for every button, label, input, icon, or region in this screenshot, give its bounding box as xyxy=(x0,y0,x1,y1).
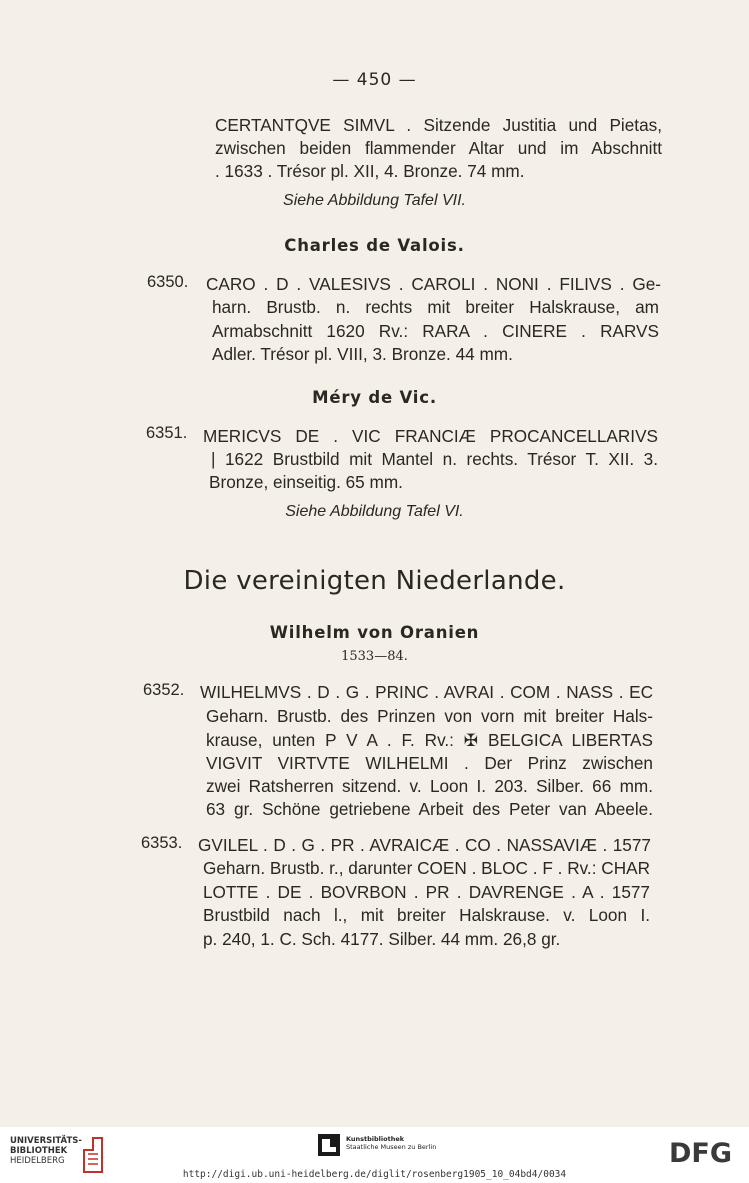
text-line: Geharn. Brustb. r., darunter COEN . BLOC . F . Rv.: CHAR xyxy=(203,858,650,878)
entry-number: 6352. xyxy=(143,681,185,699)
text-line: 63 gr. Schöne getriebene Arbeit des Peter van Abeele. xyxy=(206,799,653,819)
dfg-logo-text: DFG xyxy=(669,1139,733,1165)
section-heading: Charles de Valois. xyxy=(284,236,465,255)
text-line: VIGVIT VIRTVTE WILHELMI . Der Prinz zwischen xyxy=(206,753,653,773)
kb-logo-line: Kunstbibliothek xyxy=(346,1135,405,1143)
text-line: WILHELMVS . D . G . PRINC . AVRAI . COM . NASS . EC xyxy=(200,682,653,702)
ub-logo-line: UNIVERSITÄTS- xyxy=(10,1136,82,1146)
text-line: GVILEL . D . G . PR . AVRAICÆ . CO . NASSAVIÆ . 1577 xyxy=(198,835,651,855)
entry-number: 6351. xyxy=(146,424,188,442)
text-line: zwei Ratsherren sitzend. v. Loon I. 203. Silber. 66 mm. xyxy=(206,776,653,796)
text-line: harn. Brustb. n. rechts mit breiter Halskrause, am xyxy=(212,297,659,317)
kunstbibliothek-icon xyxy=(318,1134,340,1156)
text-line: p. 240, 1. C. Sch. 4177. Silber. 44 mm. 26,8 gr. xyxy=(203,929,561,949)
text-line: Bronze, einseitig. 65 mm. xyxy=(209,472,403,492)
permalink-url[interactable]: http://digi.ub.uni-heidelberg.de/diglit/rosenberg1905_10_04bd4/0034 xyxy=(182,1169,567,1180)
kunstbibliothek-logo[interactable] xyxy=(318,1134,437,1160)
ub-logo-line: HEIDELBERG xyxy=(10,1156,65,1166)
text-line: Geharn. Brustb. des Prinzen von vorn mit breiter Hals- xyxy=(206,706,653,726)
footer-bar xyxy=(0,1127,749,1183)
ub-logo-line: BIBLIOTHEK xyxy=(10,1146,68,1156)
plate-reference: Siehe Abbildung Tafel VI. xyxy=(285,503,464,520)
page-number: — 450 — xyxy=(332,70,417,90)
dfg-logo-icon xyxy=(669,1139,739,1165)
text-line: CARO . D . VALESIVS . CAROLI . NONI . FILIVS . Ge- xyxy=(206,274,661,294)
text-line: Brustbild nach l., mit breiter Halskrause. v. Loon I. xyxy=(203,905,650,925)
entry-number: 6350. xyxy=(147,273,189,291)
text-line: MERICVS DE . VIC FRANCIÆ PROCANCELLARIVS xyxy=(203,426,658,446)
chapter-title: Die vereinigten Niederlande. xyxy=(183,566,566,596)
section-heading: Méry de Vic. xyxy=(312,388,437,407)
entry-number: 6353. xyxy=(141,834,183,852)
text-line: LOTTE . DE . BOVRBON . PR . DAVRENGE . A . 1577 xyxy=(203,882,650,902)
text-line: | 1622 Brustbild mit Mantel n. rechts. Trésor T. XII. 3. xyxy=(211,449,658,469)
kb-logo-line: Staatliche Museen zu Berlin xyxy=(346,1143,437,1151)
text-line: CERTANTQVE SIMVL . Sitzende Justitia und Pietas, xyxy=(215,115,662,135)
text-line: zwischen beiden flammender Altar und im Abschnitt xyxy=(215,138,662,158)
text-line: Adler. Trésor pl. VIII, 3. Bronze. 44 mm. xyxy=(212,344,513,364)
section-heading: Wilhelm von Oranien xyxy=(269,623,480,642)
text-line: . 1633 . Trésor pl. XII, 4. Bronze. 74 mm. xyxy=(215,161,525,181)
dfg-logo[interactable] xyxy=(669,1139,739,1169)
plate-reference: Siehe Abbildung Tafel VII. xyxy=(283,192,466,209)
life-dates: 1533—84. xyxy=(341,649,408,664)
text-line: krause, unten P V A . F. Rv.: ✠ BELGICA LIBERTAS xyxy=(206,730,653,750)
text-line: Armabschnitt 1620 Rv.: RARA . CINERE . RARVS xyxy=(212,321,659,341)
